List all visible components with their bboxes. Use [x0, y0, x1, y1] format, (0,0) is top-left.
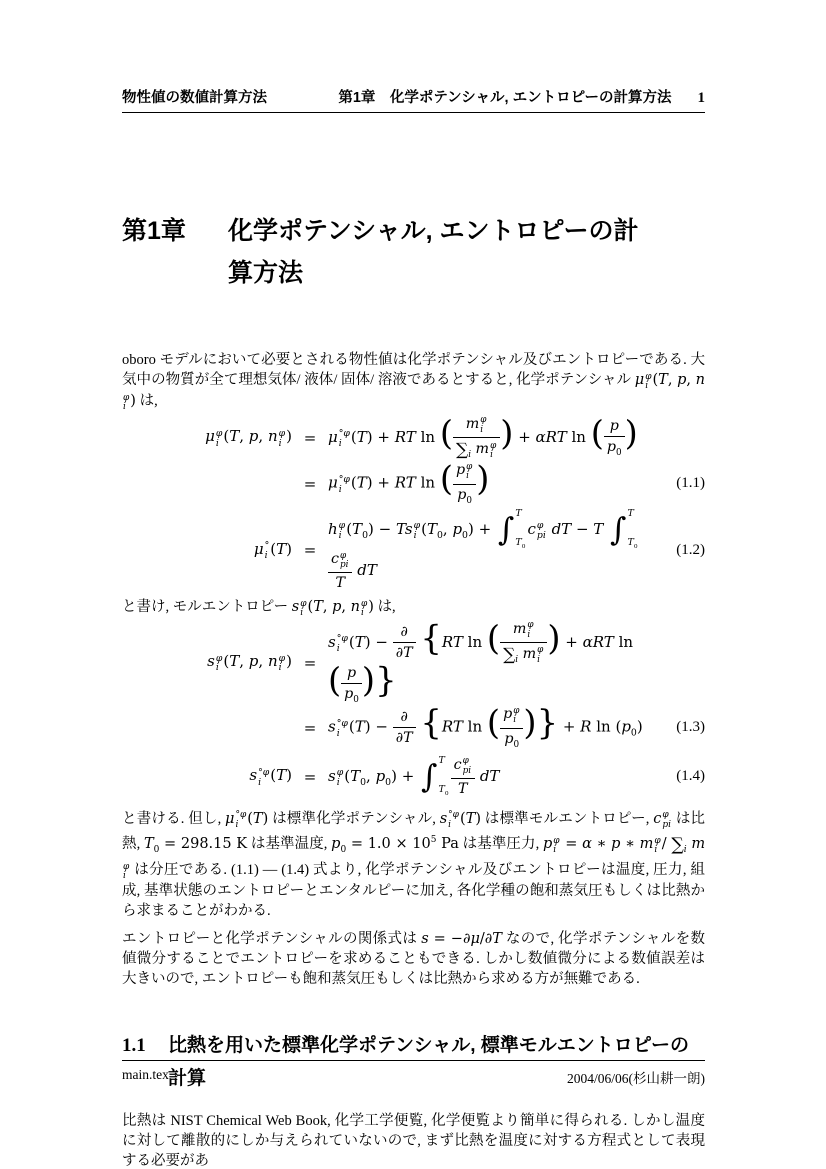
equation-number-1-3: (1.3)	[676, 719, 705, 736]
eq3-line1-equals: =	[303, 653, 317, 672]
header-doc-title: 物性値の数値計算方法	[122, 90, 267, 106]
header-right-group	[338, 86, 705, 107]
footer-rule	[122, 1060, 705, 1061]
chapter-heading	[122, 210, 705, 294]
equation-number-1-2: (1.2)	[676, 541, 705, 558]
footer-filename: main.tex	[122, 1067, 169, 1082]
footer-row	[122, 1067, 705, 1087]
chapter-number: 第1章	[122, 217, 186, 245]
equation-3-line-1	[122, 618, 705, 705]
eq1-line2-rhs: μ °φ i (T) + RT ln ( p φ i $p_0$ )	[328, 459, 490, 506]
section-title-line2: 計算	[168, 1068, 207, 1090]
eq1-line1-rhs: μ °φ i (T) + RT ln ( m φ i $\sum_i$ m φ i ) + αRT ln ( $\frac{p}{p_0}$ )	[328, 413, 638, 460]
section-title-line1: 比熱を用いた標準化学ポテンシャル, 標準モルエントロピーの	[168, 1035, 689, 1057]
eq3-line1-lhs: s φ i (T, p, n φ i )	[207, 652, 292, 674]
paragraph-entropy-relation: エントロピーと化学ポテンシャルの関係式は s = −∂μ/∂T なので, 化学ポテンシャルを数値微分することでエントロピーを求めることもできる. しかし数値微分による数値誤差は大きいので, エントロピーも飽和蒸気圧もしくは比熱から求める方が無難である.	[122, 931, 705, 988]
eq2-equals: =	[303, 541, 317, 560]
header-chapter-title: 第1章 化学ポテンシャル, エントロピーの計算方法	[338, 90, 672, 106]
paragraph-intro: oboro モデルにおいて必要とされる物性値は化学ポテンシャル及びエントロピーである. 大気中の物質が全て理想気体/ 液体/ 固体/ 溶液であるとすると, 化学ポテンシャル μ φ i (T, p, n φ i ) は,	[122, 352, 705, 413]
eq3-line2-equals: =	[303, 718, 317, 737]
eq1-line1-equals: =	[303, 428, 317, 447]
equation-3-line-2	[122, 705, 705, 751]
paragraph-definitions: と書ける. 但し, μ °φ i (T) は標準化学ポテンシャル, s °φ i (T) は標準モルエントロピー, c φ pi は比熱, $T_0 = 298.15$ K は基準温度, $p_0 = 1.0 \times 10^5$ Pa は基準圧力, p φ i = α ∗ p ∗ m φ i / $\sum_i$ m φ i は分圧である. (1.1) — (1.4) 式より, 化学ポテンシャル及びエントロピーは温度, 圧力, 組成, 基準状態のエントロピーとエンタルピーに加え, 各化学種の飽和蒸気圧もしくは比熱から求まることがわかる.	[122, 810, 706, 920]
running-header	[122, 86, 705, 107]
paragraph-connector: と書け, モルエントロピー s φ i (T, p, n φ i ) は,	[122, 598, 396, 619]
equation-number-1-1: (1.1)	[676, 475, 705, 492]
chapter-title-line1: 化学ポテンシャル, エントロピーの計	[228, 217, 639, 245]
page-number: 1	[697, 90, 705, 106]
eq3-line1-rhs: s °φ i (T) − $\frac{\partial}{\partial T}$ {RT ln ( m φ i $\sum_i$ m φ i ) + αRT ln ( $\frac{p}{p_0}$ )}	[328, 618, 634, 705]
eq1-line2-equals: =	[303, 474, 317, 493]
eq4-equals: =	[303, 767, 317, 786]
eq2-lhs: μ ° i (T)	[253, 539, 292, 561]
page-footer	[122, 1060, 705, 1087]
equation-1-line-1	[122, 415, 705, 461]
equation-number-1-4: (1.4)	[676, 768, 705, 785]
equation-1-line-2	[122, 461, 705, 507]
header-rule	[122, 112, 705, 113]
paragraph-specific-heat: 比熱は NIST Chemical Web Book, 化学工学便覧, 化学便覧より簡単に得られる. しかし温度に対して離散的にしか与えられていないので, まず比熱を温度に対する方程式として表現する必要があ	[122, 1113, 705, 1169]
eq3-line2-rhs: s °φ i (T) − $\frac{\partial}{\partial T}$ {RT ln ( p φ i $p_0$ )} + R $\ln (p_0)$	[328, 703, 643, 750]
eq2-rhs: h φ i $(T_0) - Ts$ φ i ($T_0$, $p_0$) + ∫ T $T_0$ c φ pi dT − T ∫ T $T_0$ c φ pi T dT	[328, 507, 638, 592]
chapter-title	[228, 210, 639, 294]
chapter-title-line2: 算方法	[228, 259, 304, 287]
eq4-lhs: s °φ i (T)	[249, 766, 292, 788]
equation-2-line-1	[122, 509, 705, 591]
equation-4-line-1	[122, 753, 705, 801]
equation-3	[122, 618, 705, 751]
equation-4	[122, 753, 705, 801]
equation-2	[122, 509, 705, 591]
eq4-rhs: s φ i ($T_0$, $p_0$) + ∫ T $T_0$ c φ pi T dT	[328, 754, 500, 797]
equation-1	[122, 415, 705, 507]
footer-date-author: 2004/06/06(杉山耕一朗)	[567, 1071, 705, 1086]
section-number: 1.1	[122, 1035, 146, 1057]
eq1-line1-lhs: μ φ i (T, p, n φ i )	[205, 427, 292, 449]
